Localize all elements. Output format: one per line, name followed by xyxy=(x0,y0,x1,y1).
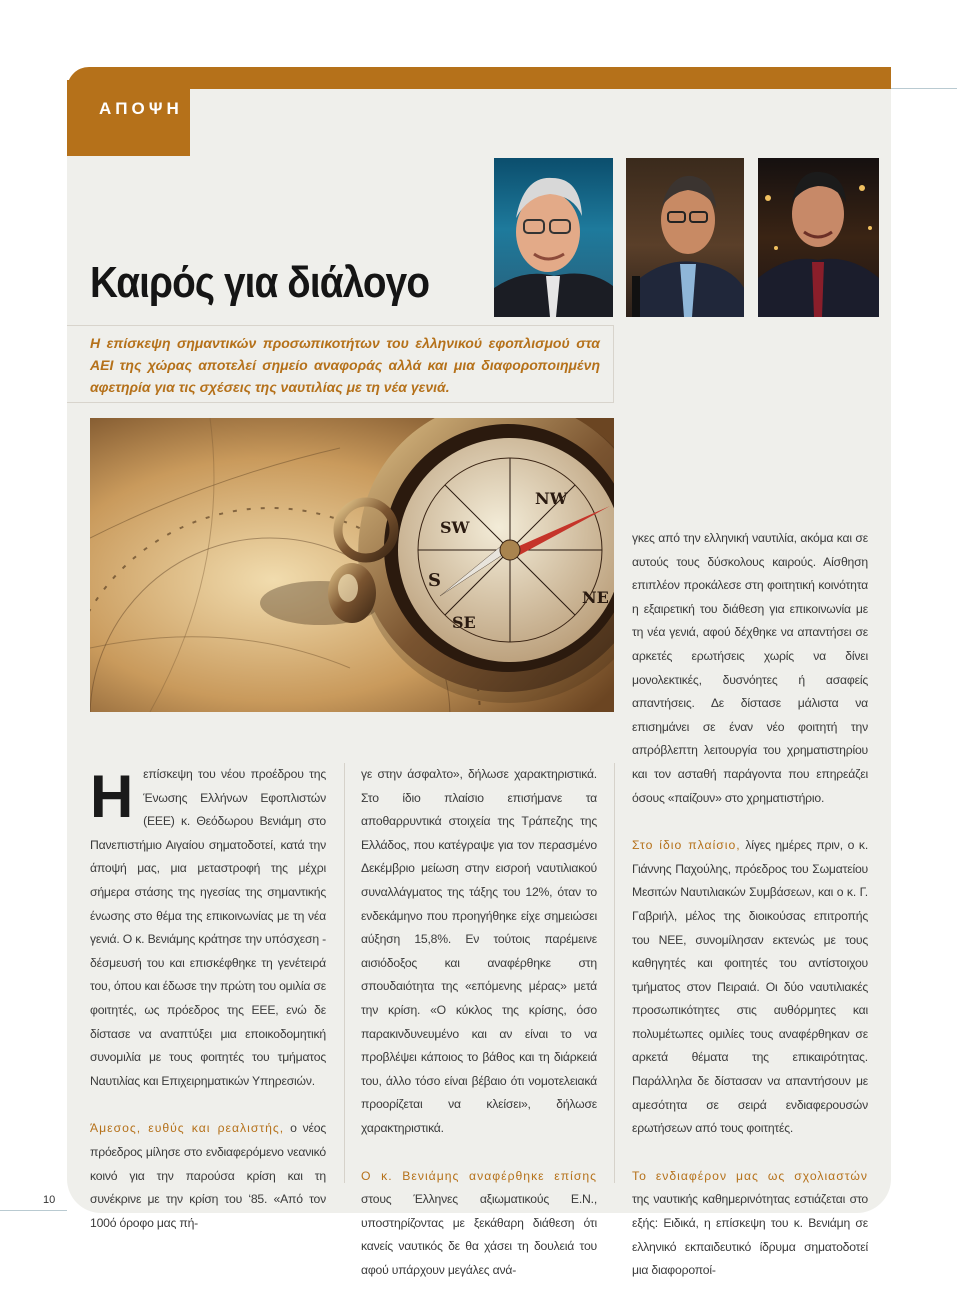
column-rule-2 xyxy=(614,763,615,1183)
lead-rule-top xyxy=(67,325,613,326)
compass-ne-label: NE xyxy=(582,588,609,607)
compass-nw-label: NW xyxy=(535,489,568,508)
col1-subheading: Άμεσος, ευθύς και ρεαλιστής, xyxy=(90,1121,285,1136)
portrait-photo-3 xyxy=(758,158,879,317)
col3-subheading-1: Στο ίδιο πλαίσιο, xyxy=(632,838,741,853)
header-rule xyxy=(891,88,957,89)
article-title: Καιρός για διάλογο xyxy=(90,258,430,307)
lead-rule-bottom xyxy=(67,402,613,403)
col3-paragraph-1: γκες από την ελληνική ναυτιλία, ακόμα και σε αυτούς τους δύσκολους καιρούς. Αίσθηση επιπλέον προκάλεσε στη φοιτητική κοινότητα η εξαιρετική του διάθεση για επικοινωνία με τη νέα γενιά, αφού δέχθηκε να απαντήσει σε αρκετές ερωτήσεις χωρίς να δίνει μονολεκτικές, δυσνόητες ή ασαφείς απαντήσεις. Δε δίστασε μάλιστα να επισημάνει σε έναν νέο φοιτητή την απρόβλεπτη λειτουργία του χρηματιστηρίου και τον ασταθή παράγοντα που επηρεάζει όσους «παίζουν» στο χρηματιστήριο. xyxy=(632,531,868,805)
article-column-1 xyxy=(90,763,326,1235)
portrait-photo-1 xyxy=(494,158,613,317)
compass-image xyxy=(90,418,614,712)
compass-sw-label: SW xyxy=(440,518,470,537)
col2-paragraph-1: γε στην άσφαλτο», δήλωσε χαρακτηριστικά. Στο ίδιο πλαίσιο επισήμανε τα αποθαρρυντικά στοιχεία της Τράπεζης της Ελλάδος, που κατέγραψε για τον περασμένο Δεκέμβριο μείωση στην εισροή ναυτιλιακού συναλλάγματος της τάξης του 12%, όταν το ενδεκάμηνο που προηγήθηκε είχε σημειώσει αύξηση 15,8%. Εν τούτοις παρέμεινε αισιόδοξος και αναφέρθηκε στη σπουδαιότητα της «επόμενης μέρας» μετά την κρίση. «Ο κύκλος της κρίσης, όσο παρακινδυνευμένο και αν είναι το να προβλέψει κάποιος το βάθος και τη διάρκειά του, άλλο τόσο είναι βέβαιο ότι νομοτελειακά προορίζεται να κλείσει», δήλωσε χαρακτηριστικά. xyxy=(361,767,597,1135)
compass-s-label: S xyxy=(428,570,441,591)
footer-rule xyxy=(0,1210,67,1211)
lead-rule-side xyxy=(613,325,614,403)
drop-cap: Η xyxy=(90,763,134,830)
col2-paragraph-2: στους Έλληνες αξιωματικούς Ε.Ν., υποστηρίζοντας με ξεκάθαρη διάθεση ότι κανείς ναυτικός δε θα χάσει τη δουλειά του αφού υπάρχουν μεγάλες ανά- xyxy=(361,1192,597,1277)
article-column-2 xyxy=(361,763,597,1282)
header-bar xyxy=(67,67,891,89)
col3-subheading-2: Το ενδιαφέρον μας ως σχολιαστών xyxy=(632,1168,868,1183)
page-number: 10 xyxy=(43,1194,56,1206)
column-rule-1 xyxy=(344,763,345,1183)
col1-paragraph-2: ο νέος πρόεδρος μίλησε στο ενδιαφερόμενο νεανικό κοινό για την παρούσα κρίση και τη συνέκρινε με την κρίση του ‘85. «Από τον 100ό όροφο μας πή- xyxy=(90,1121,326,1230)
col2-subheading: Ο κ. Βενιάμης αναφέρθηκε επίσης xyxy=(361,1168,597,1183)
compass-se-label: SE xyxy=(452,613,476,632)
article-lead: Η επίσκεψη σημαντικών προσωπικοτήτων του ελληνικού εφοπλισμού στα ΑΕΙ της χώρας αποτελεί σημείο αναφοράς αλλά και μια διαφοροποιημένη αφετηρία για τις σχέσεις της ναυτιλίας με τη νέα γενιά. xyxy=(90,335,600,395)
col3-paragraph-3: της ναυτικής καθημερινότητας εστιάζεται στο εξής: Ειδικά, η επίσκεψη του κ. Βενιάμη σε ελληνικό εκπαιδευτικό ίδρυμα σηματοδοτεί μια διαφοροποί- xyxy=(632,1192,868,1278)
article-column-3 xyxy=(632,527,868,1283)
col1-paragraph-1: επίσκεψη του νέου προέδρου της Ένωσης Ελλήνων Εφοπλιστών (ΕΕΕ) κ. Θεόδωρου Βενιάμη στο Πανεπιστήμιο Αιγαίου σηματοδοτεί, κατά την άποψή μας, μια μεταστροφή της μέχρι σήμερα στάσης της ηγεσίας της σημαντικής ένωσης στο θέμα της επικοινωνίας με τη νέα γενιά. Ο κ. Βενιάμης κράτησε την υπόσχεση - δέσμευσή του και επισκέφθηκε τη γενέτειρά του, όπου και έδωσε την πρώτη του ομιλία σε φοιτητές, ως πρόεδρος της ΕΕΕ, ενώ δε δίστασε να αναπτύξει μια εποικοδομητική συνομιλία με τους φοιτητές του τμήματος Ναυτιλίας και Επιχειρηματικών Υπηρεσιών. xyxy=(90,767,326,1088)
section-label: ΑΠΟΨΗ xyxy=(99,99,183,118)
portrait-photo-2 xyxy=(626,158,744,317)
col3-paragraph-2: λίγες ημέρες πριν, ο κ. Γιάννης Παχούλης, πρόεδρος του Σωματείου Μεσιτών Ναυτιλιακών Συμβάσεων, και ο κ. Γ. Γαβριήλ, μέλος της διοικούσας επιτροπής του ΝΕΕ, συνομίλησαν εκτενώς με τους καθηγητές και φοιτητές του αντίστοιχου τμήματος στον Πειραιά. Οι δύο ναυτιλιακές προσωπικότητες στις αυθόρμητες και πολυμέτωπες ομιλίες τους αναφέρθηκαν σε αρκετά θέματα της επικαιρότητας. Παράλληλα δε δίστασαν να απαντήσουν με αμεσότητα σε σειρά ενδιαφερουσών ερωτήσεων από τους φοιτητές. xyxy=(632,838,869,1136)
